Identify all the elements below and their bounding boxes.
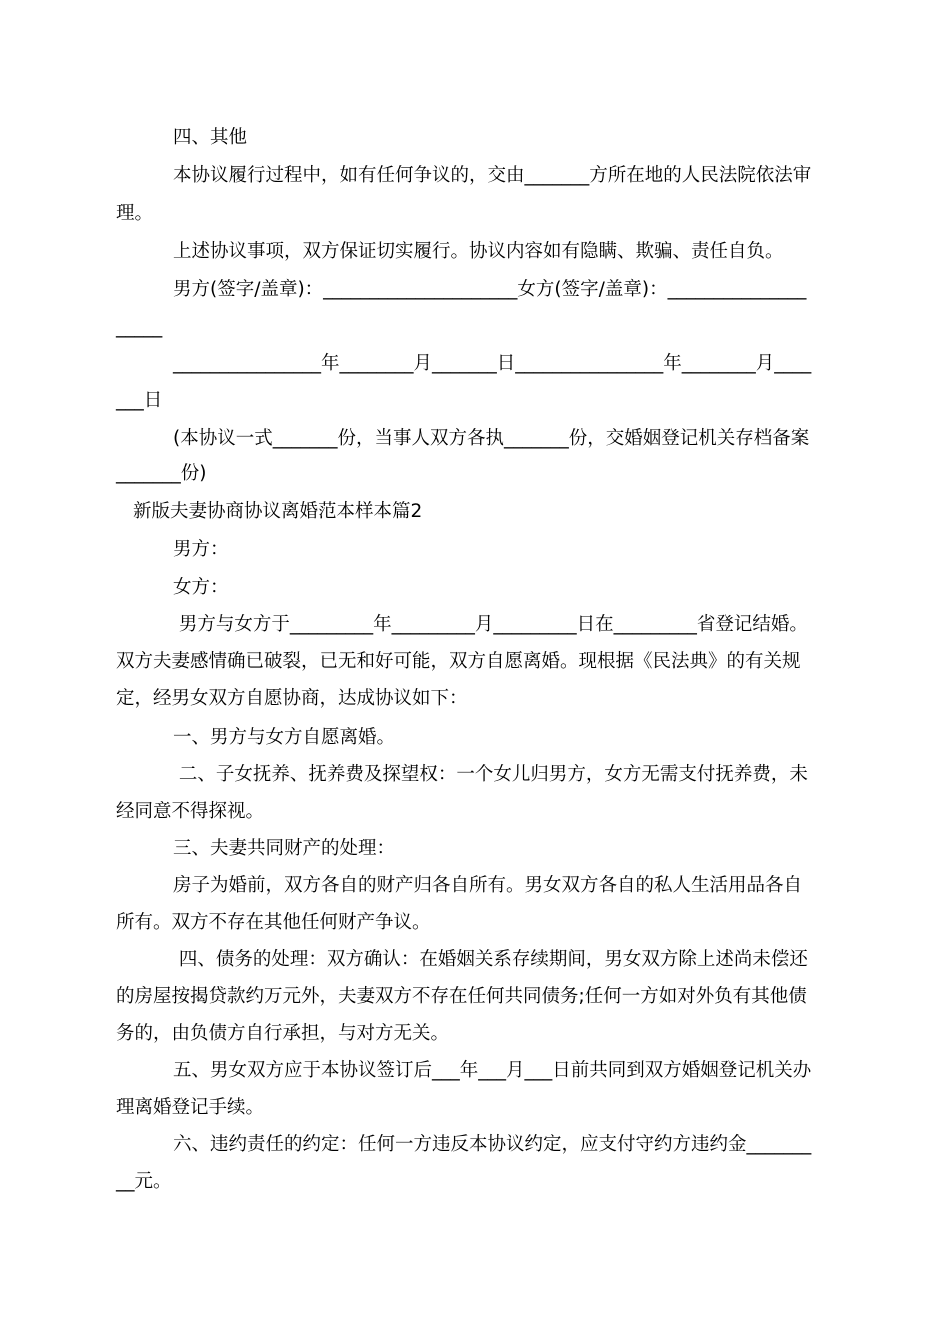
- copies-note: (本协议一式_______份，当事人双方各执_______份，交婚姻登记机关存档备案: [173, 428, 810, 449]
- clause-line: __元。: [116, 1171, 172, 1192]
- paragraph-line: 定，经男女双方自愿协商，达成协议如下：: [116, 688, 468, 709]
- paragraph-line: 男方与女方于_________年_________月_________日在_________省登记结婚。: [173, 614, 808, 635]
- clause-line: 二、子女抚养、抚养费及探望权：一个女儿归男方，女方无需支付抚养费，未: [173, 764, 808, 785]
- signature-line: 男方(签字/盖章)：_____________________女方(签字/盖章)：_______________: [173, 279, 807, 300]
- paragraph-line: 理。: [116, 203, 154, 224]
- signature-line-continued: _____: [116, 317, 163, 338]
- clause-line: 一、男方与女方自愿离婚。: [173, 727, 396, 748]
- clause-line: 五、男女双方应于本协议签订后___年___月___日前共同到双方婚姻登记机关办: [173, 1060, 812, 1081]
- clause-line: 经同意不得探视。: [116, 801, 265, 822]
- date-line: ________________年________月_______日________________年________月____: [173, 353, 812, 374]
- clause-line: 四、债务的处理：双方确认：在婚姻关系存续期间，男女双方除上述尚未偿还: [173, 949, 808, 970]
- section-heading-other: 四、其他: [173, 127, 248, 148]
- clause-line: 务的，由负债方自行承担，与对方无关。: [116, 1023, 450, 1044]
- paragraph-line: 上述协议事项，双方保证切实履行。协议内容如有隐瞒、欺骗、责任自负。: [173, 241, 784, 262]
- paragraph-line: 所有。双方不存在其他任何财产争议。: [116, 912, 431, 933]
- clause-line: 理离婚登记手续。: [116, 1097, 265, 1118]
- copies-note-continued: _______份): [116, 463, 207, 484]
- date-line-continued: ___日: [116, 390, 163, 411]
- party-male-label: 男方：: [173, 539, 229, 560]
- section-title: 新版夫妻协商协议离婚范本样本篇2: [133, 501, 423, 522]
- clause-line: 三、夫妻共同财产的处理：: [173, 838, 396, 859]
- paragraph-line: 双方夫妻感情确已破裂，已无和好可能，双方自愿离婚。现根据《民法典》的有关规: [116, 651, 801, 672]
- party-female-label: 女方：: [173, 577, 229, 598]
- paragraph-line: 本协议履行过程中，如有任何争议的，交由_______方所在地的人民法院依法审: [173, 165, 812, 186]
- paragraph-line: 房子为婚前，双方各自的财产归各自所有。男女双方各自的私人生活用品各自: [173, 875, 803, 896]
- clause-line: 六、违约责任的约定：任何一方违反本协议约定，应支付守约方违约金_______: [173, 1134, 812, 1155]
- clause-line: 的房屋按揭贷款约万元外，夫妻双方不存在任何共同债务;任何一方如对外负有其他债: [116, 986, 807, 1007]
